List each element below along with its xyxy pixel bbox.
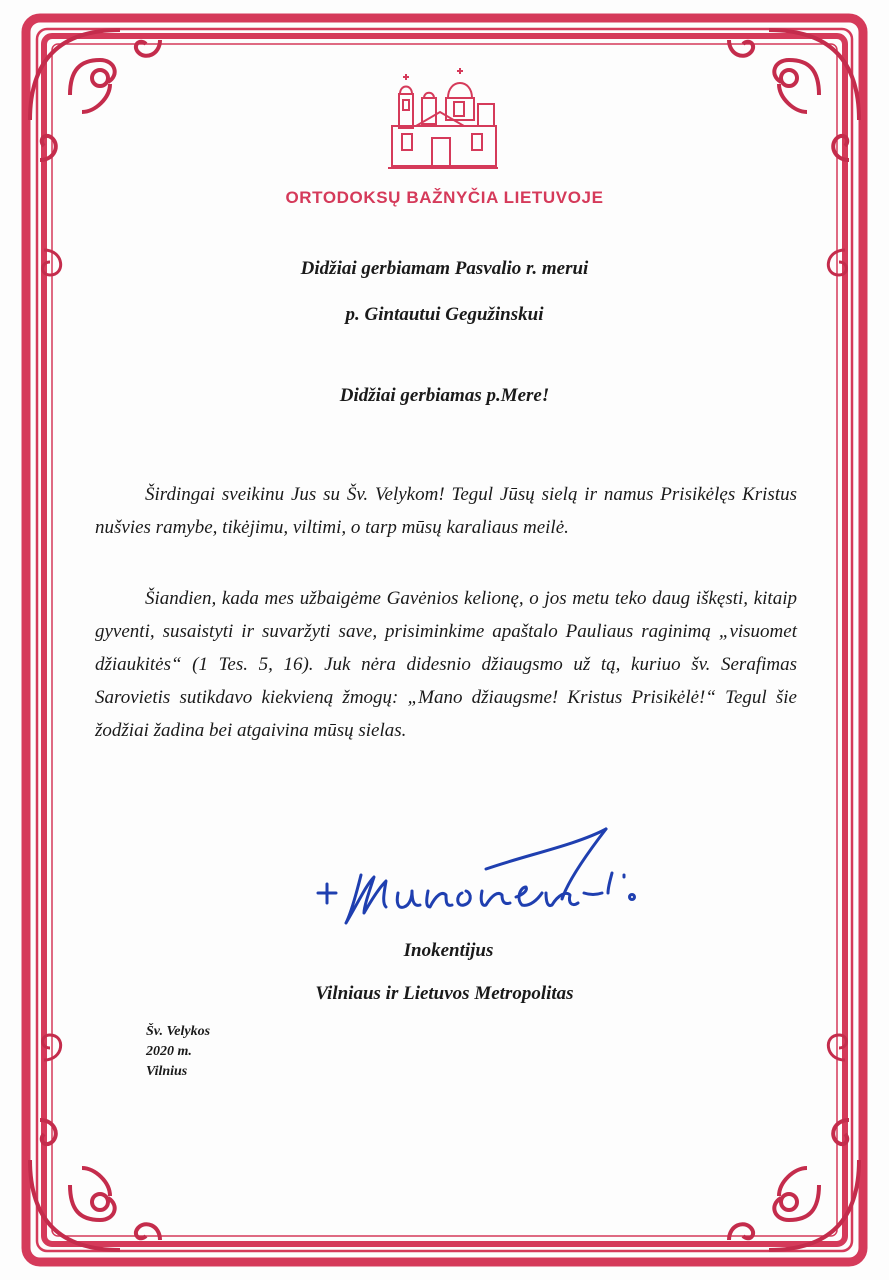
corner-ornament-top-left (30, 30, 160, 160)
salutation: Didžiai gerbiamas p.Mere! (339, 385, 550, 406)
church-logo (382, 64, 502, 176)
signer-title: Vilniaus ir Lietuvos Metropolitas (315, 983, 574, 1004)
dateline-place: Vilnius (146, 1064, 188, 1079)
addressee-line-1: Didžiai gerbiamam Pasvalio r. merui (300, 258, 589, 279)
corner-ornament-bottom-left (30, 1120, 160, 1250)
dateline-year: 2020 m. (146, 1044, 192, 1059)
organization-name: ORTODOKSŲ BAŽNYČIA LIETUVOJE (285, 188, 604, 207)
corner-ornament-bottom-right (729, 1120, 859, 1250)
corner-ornament-top-right (729, 30, 859, 160)
body-paragraph-2: Šiandien, kada mes užbaigėme Gavėnios kelionę, o jos metu teko daug iškęsti, kitaip gyventi, susaistyti ir suvaržyti save, prisiminkime apaštalo Pauliaus raginimą „visuomet džiaukitės“ (1 Tes. 5, 16). Juk nėra didesnio džiaugsmo už tą, kuriuo šv. Serafimas Sarovietis sutikdavo kiekvieną žmogų: „Mano džiaugsme! Kristus Prisikėlė!“ Tegul šie žodžiai žadina bei atgaivina mūsų sielas. (95, 588, 797, 741)
handwritten-signature (306, 815, 656, 930)
dateline (146, 1022, 210, 1082)
dateline-occasion: Šv. Velykos (146, 1024, 211, 1039)
signer-name: Inokentijus (403, 940, 494, 961)
body-paragraph-1: Širdingai sveikinu Jus su Šv. Velykom! Tegul Jūsų sielą ir namus Prisikėlęs Kristus nušvies ramybe, tikėjimu, viltimi, o tarp mūsų karaliaus meilė. (95, 484, 797, 538)
addressee-line-2: p. Gintautui Gegužinskui (345, 304, 544, 325)
